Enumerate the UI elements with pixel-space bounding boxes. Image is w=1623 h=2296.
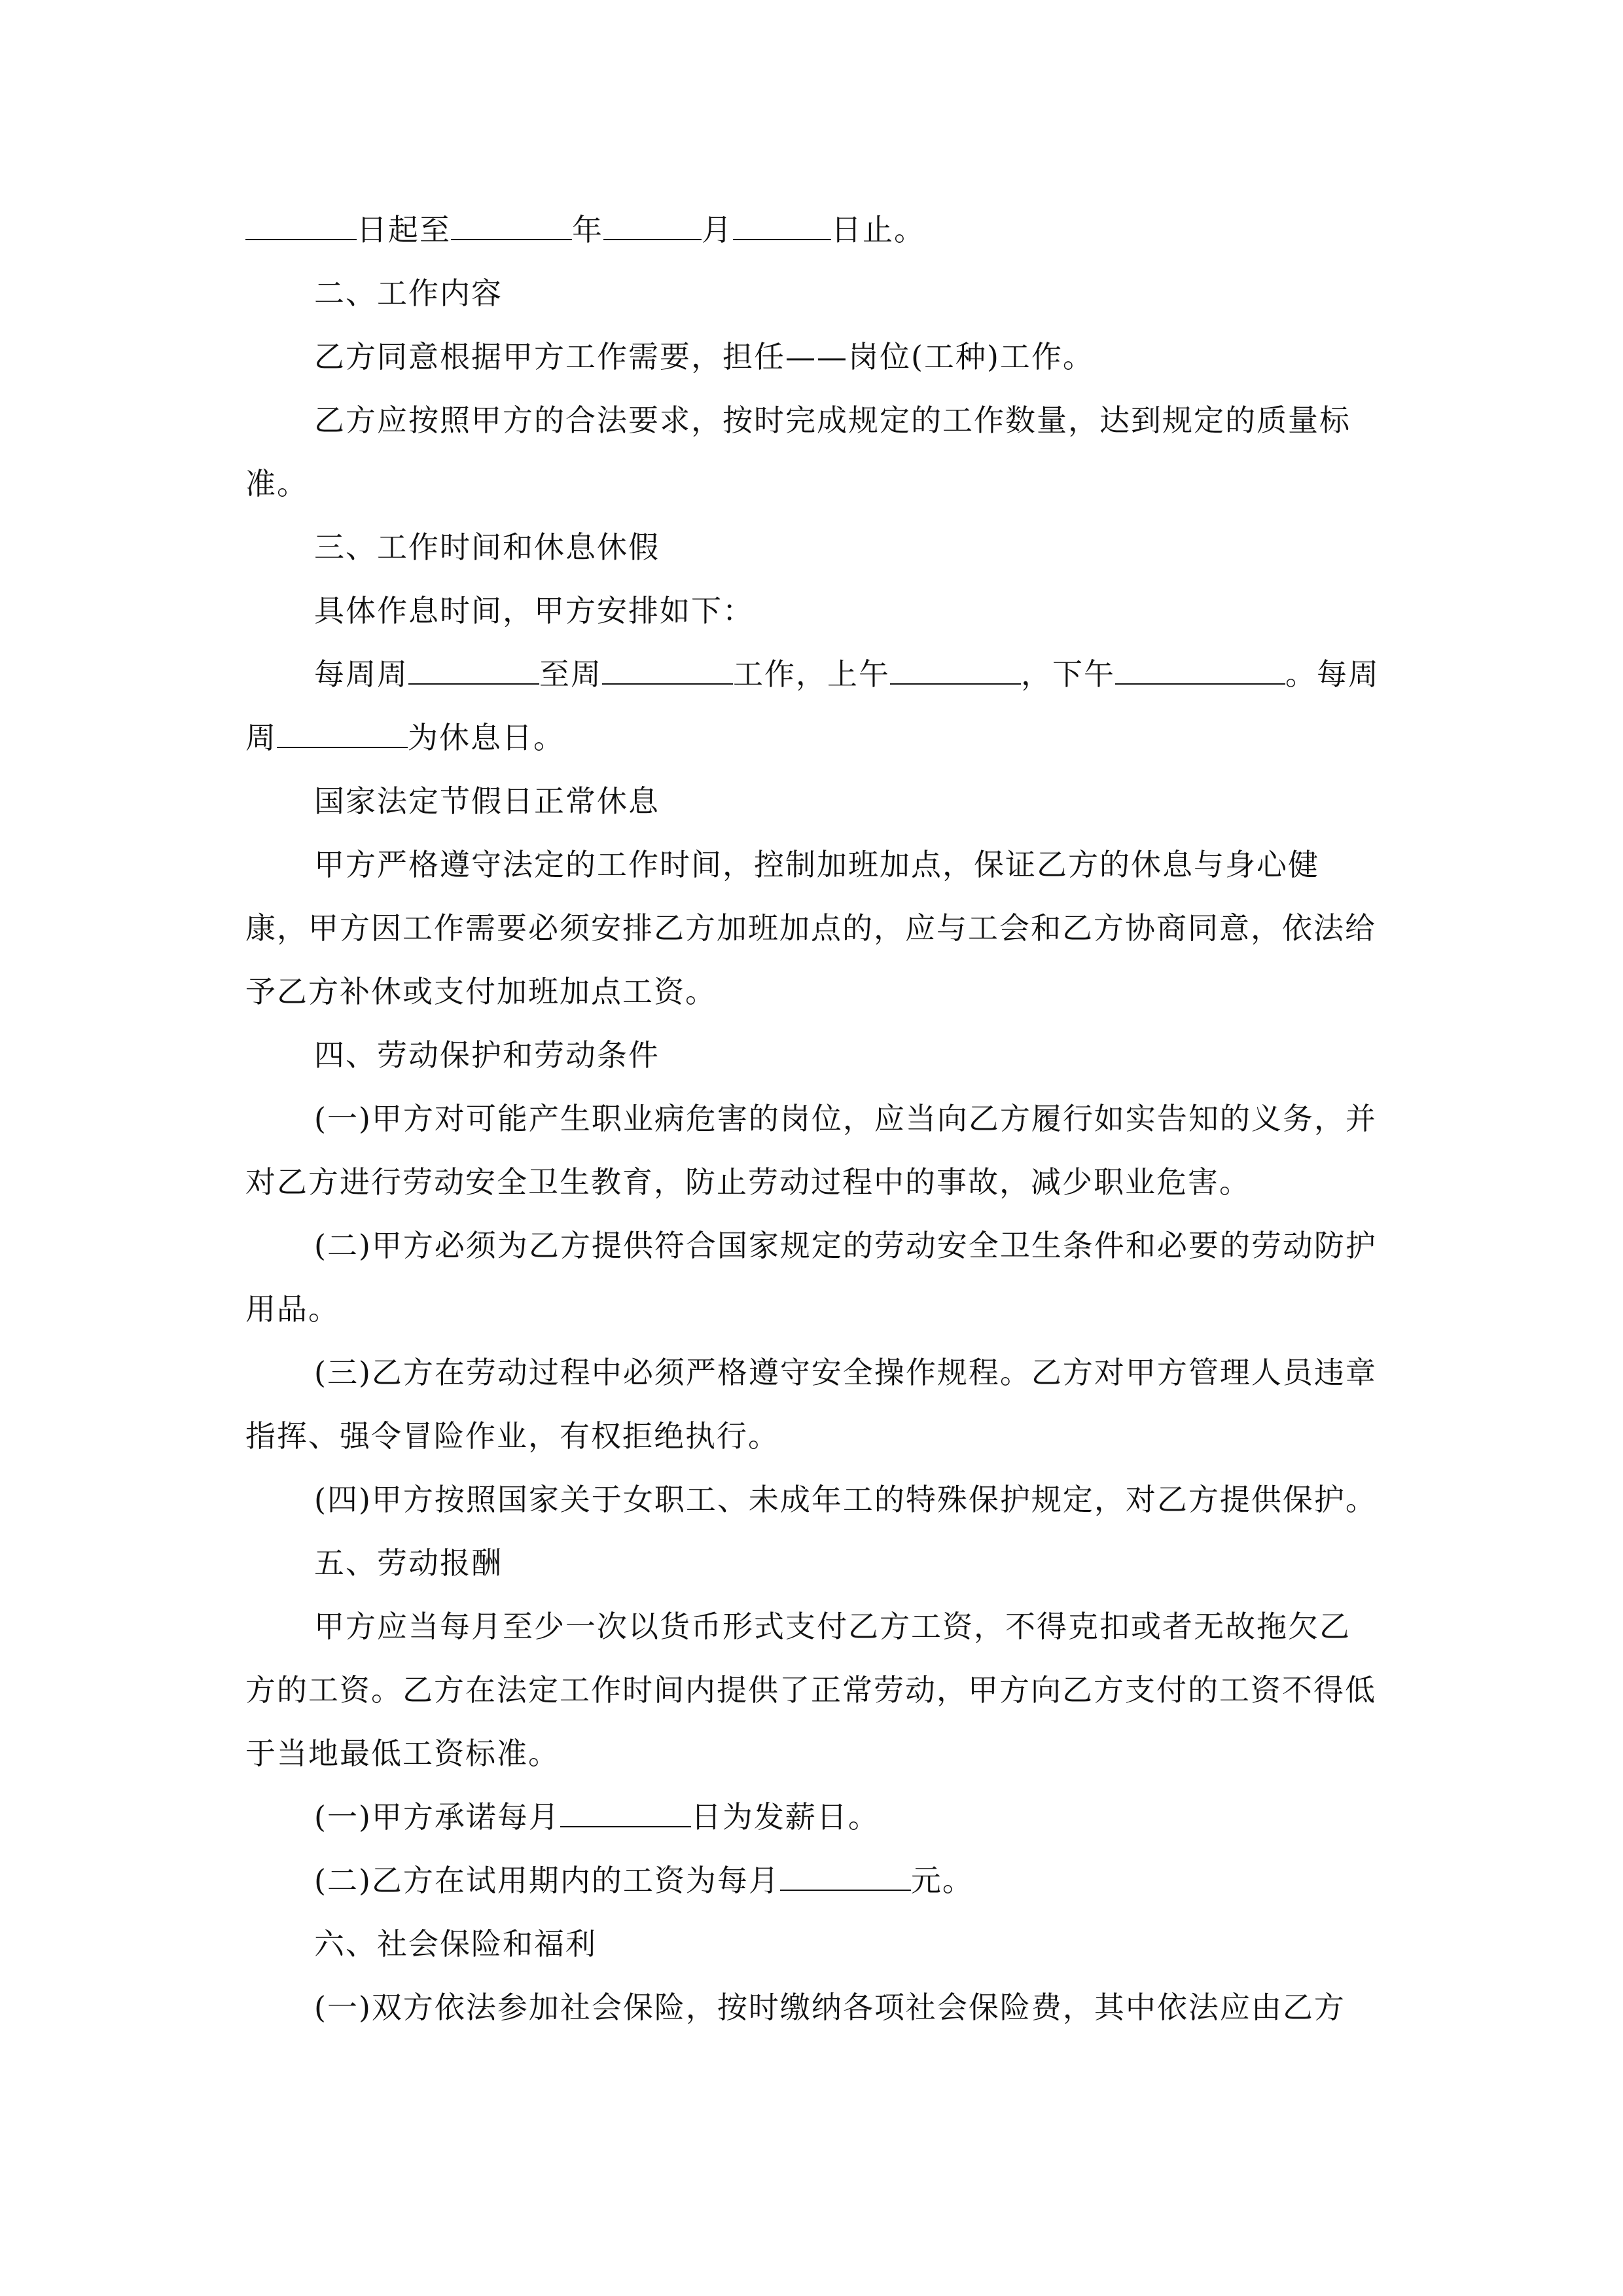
probation-salary-line: (二)乙方在试用期内的工资为每月 元。 xyxy=(314,1863,974,1898)
paragraph: (一)甲方对可能产生职业病危害的岗位，应当向乙方履行如实告知的义务，并对乙方进行劳动安全卫生教育，防止劳动过程中的事故，减少职业危害。 xyxy=(245,1101,1377,1200)
blank-field xyxy=(733,213,831,240)
paragraph: 甲方严格遵守法定的工作时间，控制加班加点，保证乙方的休息与身心健康，甲方因工作需要必须安排乙方加班加点的，应与工会和乙方协商同意，依法给予乙方补休或支付加班加点工资。 xyxy=(245,847,1376,1009)
blank-field xyxy=(408,657,539,685)
blank-field xyxy=(780,1863,911,1891)
payday-line: (一)甲方承诺每月 日为发薪日。 xyxy=(314,1799,880,1835)
section-title: 五、劳动报酬 xyxy=(314,1545,503,1581)
document-body xyxy=(245,198,1381,2039)
blank-field xyxy=(1115,657,1285,685)
blank-field xyxy=(245,213,357,240)
section-title: 二、工作内容 xyxy=(314,276,503,311)
section-title: 四、劳动保护和劳动条件 xyxy=(314,1037,660,1073)
blank-field xyxy=(451,213,572,240)
paragraph: 乙方应按照甲方的合法要求，按时完成规定的工作数量，达到规定的质量标准。 xyxy=(245,403,1351,501)
paragraph: (二)甲方必须为乙方提供符合国家规定的劳动安全卫生条件和必要的劳动防护用品。 xyxy=(245,1228,1377,1327)
section-title: 六、社会保险和福利 xyxy=(314,1926,597,1962)
paragraph: (一)双方依法参加社会保险，按时缴纳各项社会保险费，其中依法应由乙方 xyxy=(314,1990,1346,2025)
section-title: 三、工作时间和休息休假 xyxy=(314,529,660,565)
blank-field xyxy=(560,1800,691,1827)
blank-field xyxy=(602,657,733,685)
work-schedule-line: 每周周 至周 工作，上午 ，下午 。每周周 为休息日。 xyxy=(245,656,1380,755)
blank-field xyxy=(277,721,408,748)
paragraph: 乙方同意根据甲方工作需要，担任——岗位(工种)工作。 xyxy=(314,339,1094,374)
paragraph: 甲方应当每月至少一次以货币形式支付乙方工资，不得克扣或者无故拖欠乙方的工资。乙方在法定工作时间内提供了正常劳动，甲方向乙方支付的工资不得低于当地最低工资标准。 xyxy=(245,1609,1376,1771)
paragraph: (三)乙方在劳动过程中必须严格遵守安全操作规程。乙方对甲方管理人员违章指挥、强令冒险作业，有权拒绝执行。 xyxy=(245,1355,1377,1454)
paragraph: 具体作息时间，甲方安排如下： xyxy=(314,593,754,628)
blank-field xyxy=(890,657,1021,685)
date-range-line: 日起至 年 月 日止。 xyxy=(245,198,1381,262)
blank-field xyxy=(603,213,702,240)
paragraph: 国家法定节假日正常休息 xyxy=(314,783,660,819)
paragraph: (四)甲方按照国家关于女职工、未成年工的特殊保护规定，对乙方提供保护。 xyxy=(314,1482,1377,1517)
